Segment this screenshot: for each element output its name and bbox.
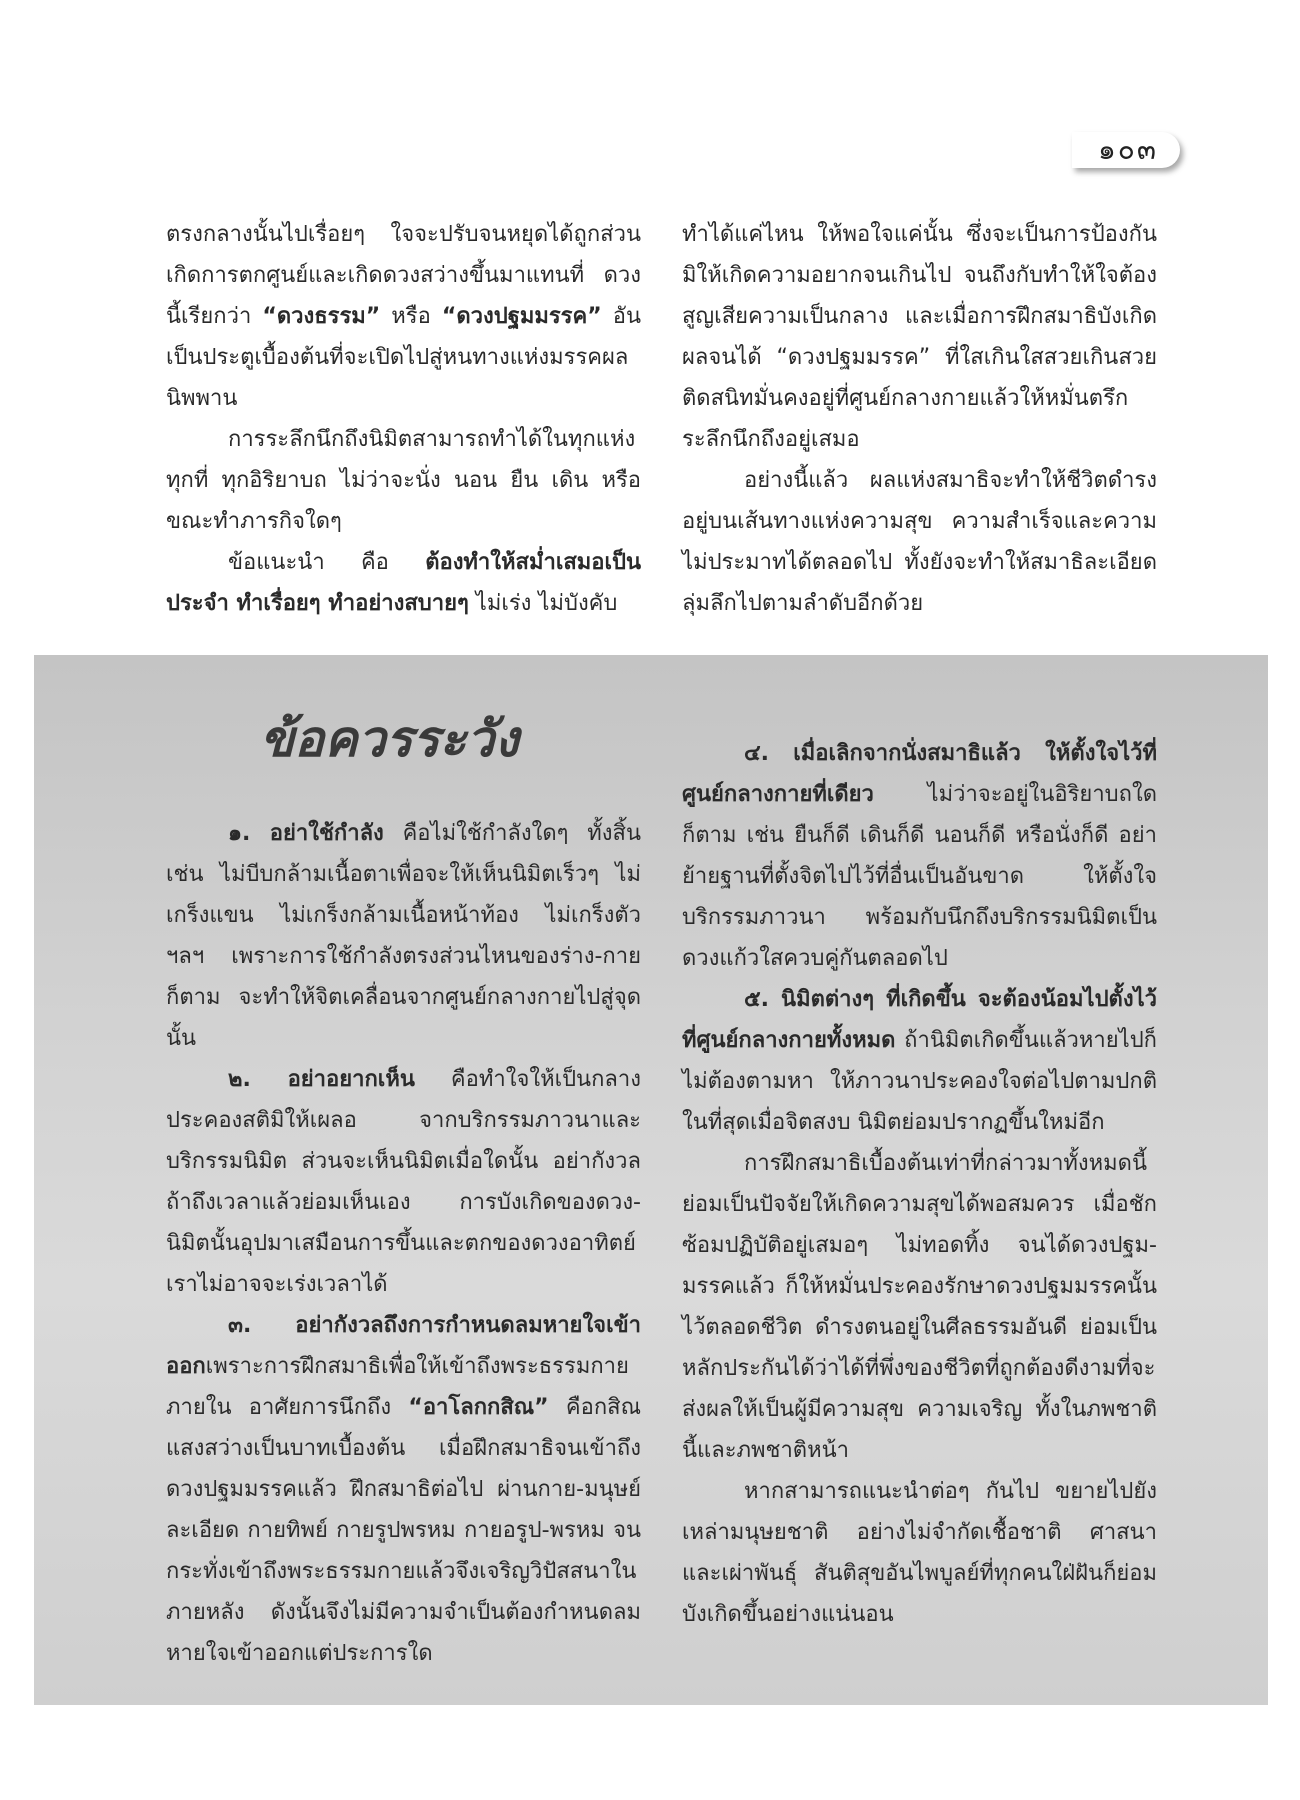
text-run: ถ้านิมิตเกิดขึ้นแล้วหายไปก็ไม่ต้องตามหา ให้ภาวนาประคองใจต่อไปตามปกติ ในที่สุดเมื่อจิตสงบ นิมิตย่อมปรากฏขึ้นใหม่อีก: [682, 1028, 1157, 1135]
paragraph: [166, 1305, 641, 1674]
paragraph: [166, 1059, 641, 1305]
top-right-column: [682, 214, 1157, 624]
paragraph: [166, 542, 641, 624]
text-run: ข้อแนะนำ คือ: [228, 550, 426, 575]
paragraph: [166, 813, 641, 1059]
paragraph: [166, 419, 641, 542]
text-run: ทำได้แค่ไหน ให้พอใจแค่นั้น ซึ่งจะเป็นการป้องกันมิให้เกิดความอยากจนเกินไป จนถึงกับทำให้ใจต้องสูญเสียความเป็นกลาง และเมื่อการฝึกสมาธิบังเกิดผลจนได้ “ดวงปฐมมรรค” ที่ใสเกินใสสวยเกินสวย ติดสนิทมั่นคงอยู่ที่ศูนย์กลางกายแล้วให้หมั่นตรึกระลึกนึกถึงอยู่เสมอ: [682, 222, 1157, 452]
bold-text: “อาโลกกสิณ”: [408, 1395, 549, 1420]
cautions-right-column: [682, 733, 1157, 1635]
bold-text: ๒. อย่าอยากเห็น: [228, 1067, 415, 1092]
bold-text: ๑. อย่าใช้กำลัง: [228, 821, 384, 846]
cautions-left-column: [166, 813, 641, 1674]
text-run: ตรงกลางนั้นไปเรื่อยๆ ใจจะปรับจนหยุดได้ถูกส่วน เกิดการตกศูนย์และเกิดดวงสว่างขึ้นมาแทนที่ ดวงนี้เรียกว่า: [166, 222, 641, 329]
bold-text: “ดวงปฐมมรรค”: [441, 304, 602, 329]
text-run: คือกสิณแสงสว่างเป็นบาทเบื้องต้น เมื่อฝึกสมาธิจนเข้าถึงดวงปฐมมรรคแล้ว ฝึกสมาธิต่อไป ผ่านกาย-มนุษย์ละเอียด กายทิพย์ กายรูปพรหม กายอรูป-พรหม จนกระทั่งเข้าถึงพระธรรมกายแล้วจึงเจริญวิปัสสนาในภายหลัง ดังนั้นจึงไม่มีความจำเป็นต้องกำหนดลมหายใจเข้าออกแต่ประการใด: [166, 1395, 641, 1666]
panel-title: ข้อควรระวัง: [260, 709, 519, 768]
paragraph: [682, 1143, 1157, 1471]
paragraph: [682, 733, 1157, 979]
paragraph: [682, 214, 1157, 460]
paragraph: [682, 460, 1157, 624]
paragraph: [682, 979, 1157, 1143]
paragraph: [682, 1471, 1157, 1635]
bold-text: ๕. นิมิตต่างๆ ที่เกิดขึ้น จะต้องน้อมไปตั้งไว้ที่ศูนย์กลางกายทั้งหมด: [682, 987, 1157, 1053]
text-run: ไม่เร่ง ไม่บังคับ: [468, 591, 618, 616]
text-run: อันเป็นประตูเบื้องต้นที่จะเปิดไปสู่หนทางแห่งมรรคผลนิพพาน: [166, 304, 641, 411]
text-run: หากสามารถแนะนำต่อๆ กันไป ขยายไปยังเหล่ามนุษยชาติ อย่างไม่จำกัดเชื้อชาติ ศาสนา และเผ่าพันธุ์ สันติสุขอันไพบูลย์ที่ทุกคนใฝ่ฝันก็ย่อมบังเกิดขึ้นอย่างแน่นอน: [682, 1479, 1157, 1627]
text-run: หรือ: [380, 304, 442, 329]
text-run: คือไม่ใช้กำลังใดๆ ทั้งสิ้น เช่น ไม่บีบกล้ามเนื้อตาเพื่อจะให้เห็นนิมิตเร็วๆ ไม่เกร็งแขน ไม่เกร็งกล้ามเนื้อหน้าท้อง ไม่เกร็งตัว ฯลฯ เพราะการใช้กำลังตรงส่วนไหนของร่าง-กายก็ตาม จะทำให้จิตเคลื่อนจากศูนย์กลางกายไปสู่จุดนั้น: [166, 821, 641, 1051]
text-run: เพราะการฝึกสมาธิเพื่อให้เข้าถึงพระธรรมกายภายใน อาศัยการนึกถึง: [166, 1354, 629, 1420]
bold-text: ๓. อย่ากังวลถึงการกำหนดลมหายใจเข้าออก: [166, 1313, 641, 1379]
text-run: การระลึกนึกถึงนิมิตสามารถทำได้ในทุกแห่ง ทุกที่ ทุกอิริยาบถ ไม่ว่าจะนั่ง นอน ยืน เดิน หรือขณะทำภารกิจใดๆ: [166, 427, 641, 534]
text-run: ไม่ว่าจะอยู่ในอิริยาบถใดก็ตาม เช่น ยืนก็ดี เดินก็ดี นอนก็ดี หรือนั่งก็ดี อย่าย้ายฐานที่ตั้งจิตไปไว้ที่อื่นเป็นอันขาด ให้ตั้งใจบริกรรมภาวนา พร้อมกับนึกถึงบริกรรมนิมิตเป็นดวงแก้วใสควบคู่กันตลอดไป: [682, 782, 1157, 971]
top-left-column: [166, 214, 641, 624]
text-run: การฝึกสมาธิเบื้องต้นเท่าที่กล่าวมาทั้งหมดนี้ย่อมเป็นปัจจัยให้เกิดความสุขได้พอสมควร เมื่อชักซ้อมปฏิบัติอยู่เสมอๆ ไม่ทอดทิ้ง จนได้ดวงปฐม-มรรคแล้ว ก็ให้หมั่นประคองรักษาดวงปฐมมรรคนั้นไว้ตลอดชีวิต ดำรงตนอยู่ในศีลธรรมอันดี ย่อมเป็นหลักประกันได้ว่าได้ที่พึ่งของชีวิตที่ถูกต้องดีงามที่จะส่งผลให้เป็นผู้มีความสุข ความเจริญ ทั้งในภพชาตินี้และภพชาติหน้า: [682, 1151, 1157, 1463]
page-number: ๑๐๓: [1072, 132, 1180, 168]
bold-text: ๔. เมื่อเลิกจากนั่งสมาธิแล้ว ให้ตั้งใจไว้ที่ศูนย์กลางกายที่เดียว: [682, 741, 1157, 807]
text-run: คือทำใจให้เป็นกลาง ประคองสติมิให้เผลอ จากบริกรรมภาวนาและบริกรรมนิมิต ส่วนจะเห็นนิมิตเมื่อใดนั้น อย่ากังวล ถ้าถึงเวลาแล้วย่อมเห็นเอง การบังเกิดของดวง-นิมิตนั้นอุปมาเสมือนการขึ้นและตกของดวงอาทิตย์ เราไม่อาจจะเร่งเวลาได้: [166, 1067, 641, 1297]
bold-text: ต้องทำให้สม่ำเสมอเป็นประจำ ทำเรื่อยๆ ทำอย่างสบายๆ: [166, 550, 641, 616]
bold-text: “ดวงธรรม”: [262, 304, 381, 329]
paragraph: [166, 214, 641, 419]
text-run: อย่างนี้แล้ว ผลแห่งสมาธิจะทำให้ชีวิตดำรงอยู่บนเส้นทางแห่งความสุข ความสำเร็จและความไม่ประมาทได้ตลอดไป ทั้งยังจะทำให้สมาธิละเอียดลุ่มลึกไปตามลำดับอีกด้วย: [682, 468, 1157, 616]
